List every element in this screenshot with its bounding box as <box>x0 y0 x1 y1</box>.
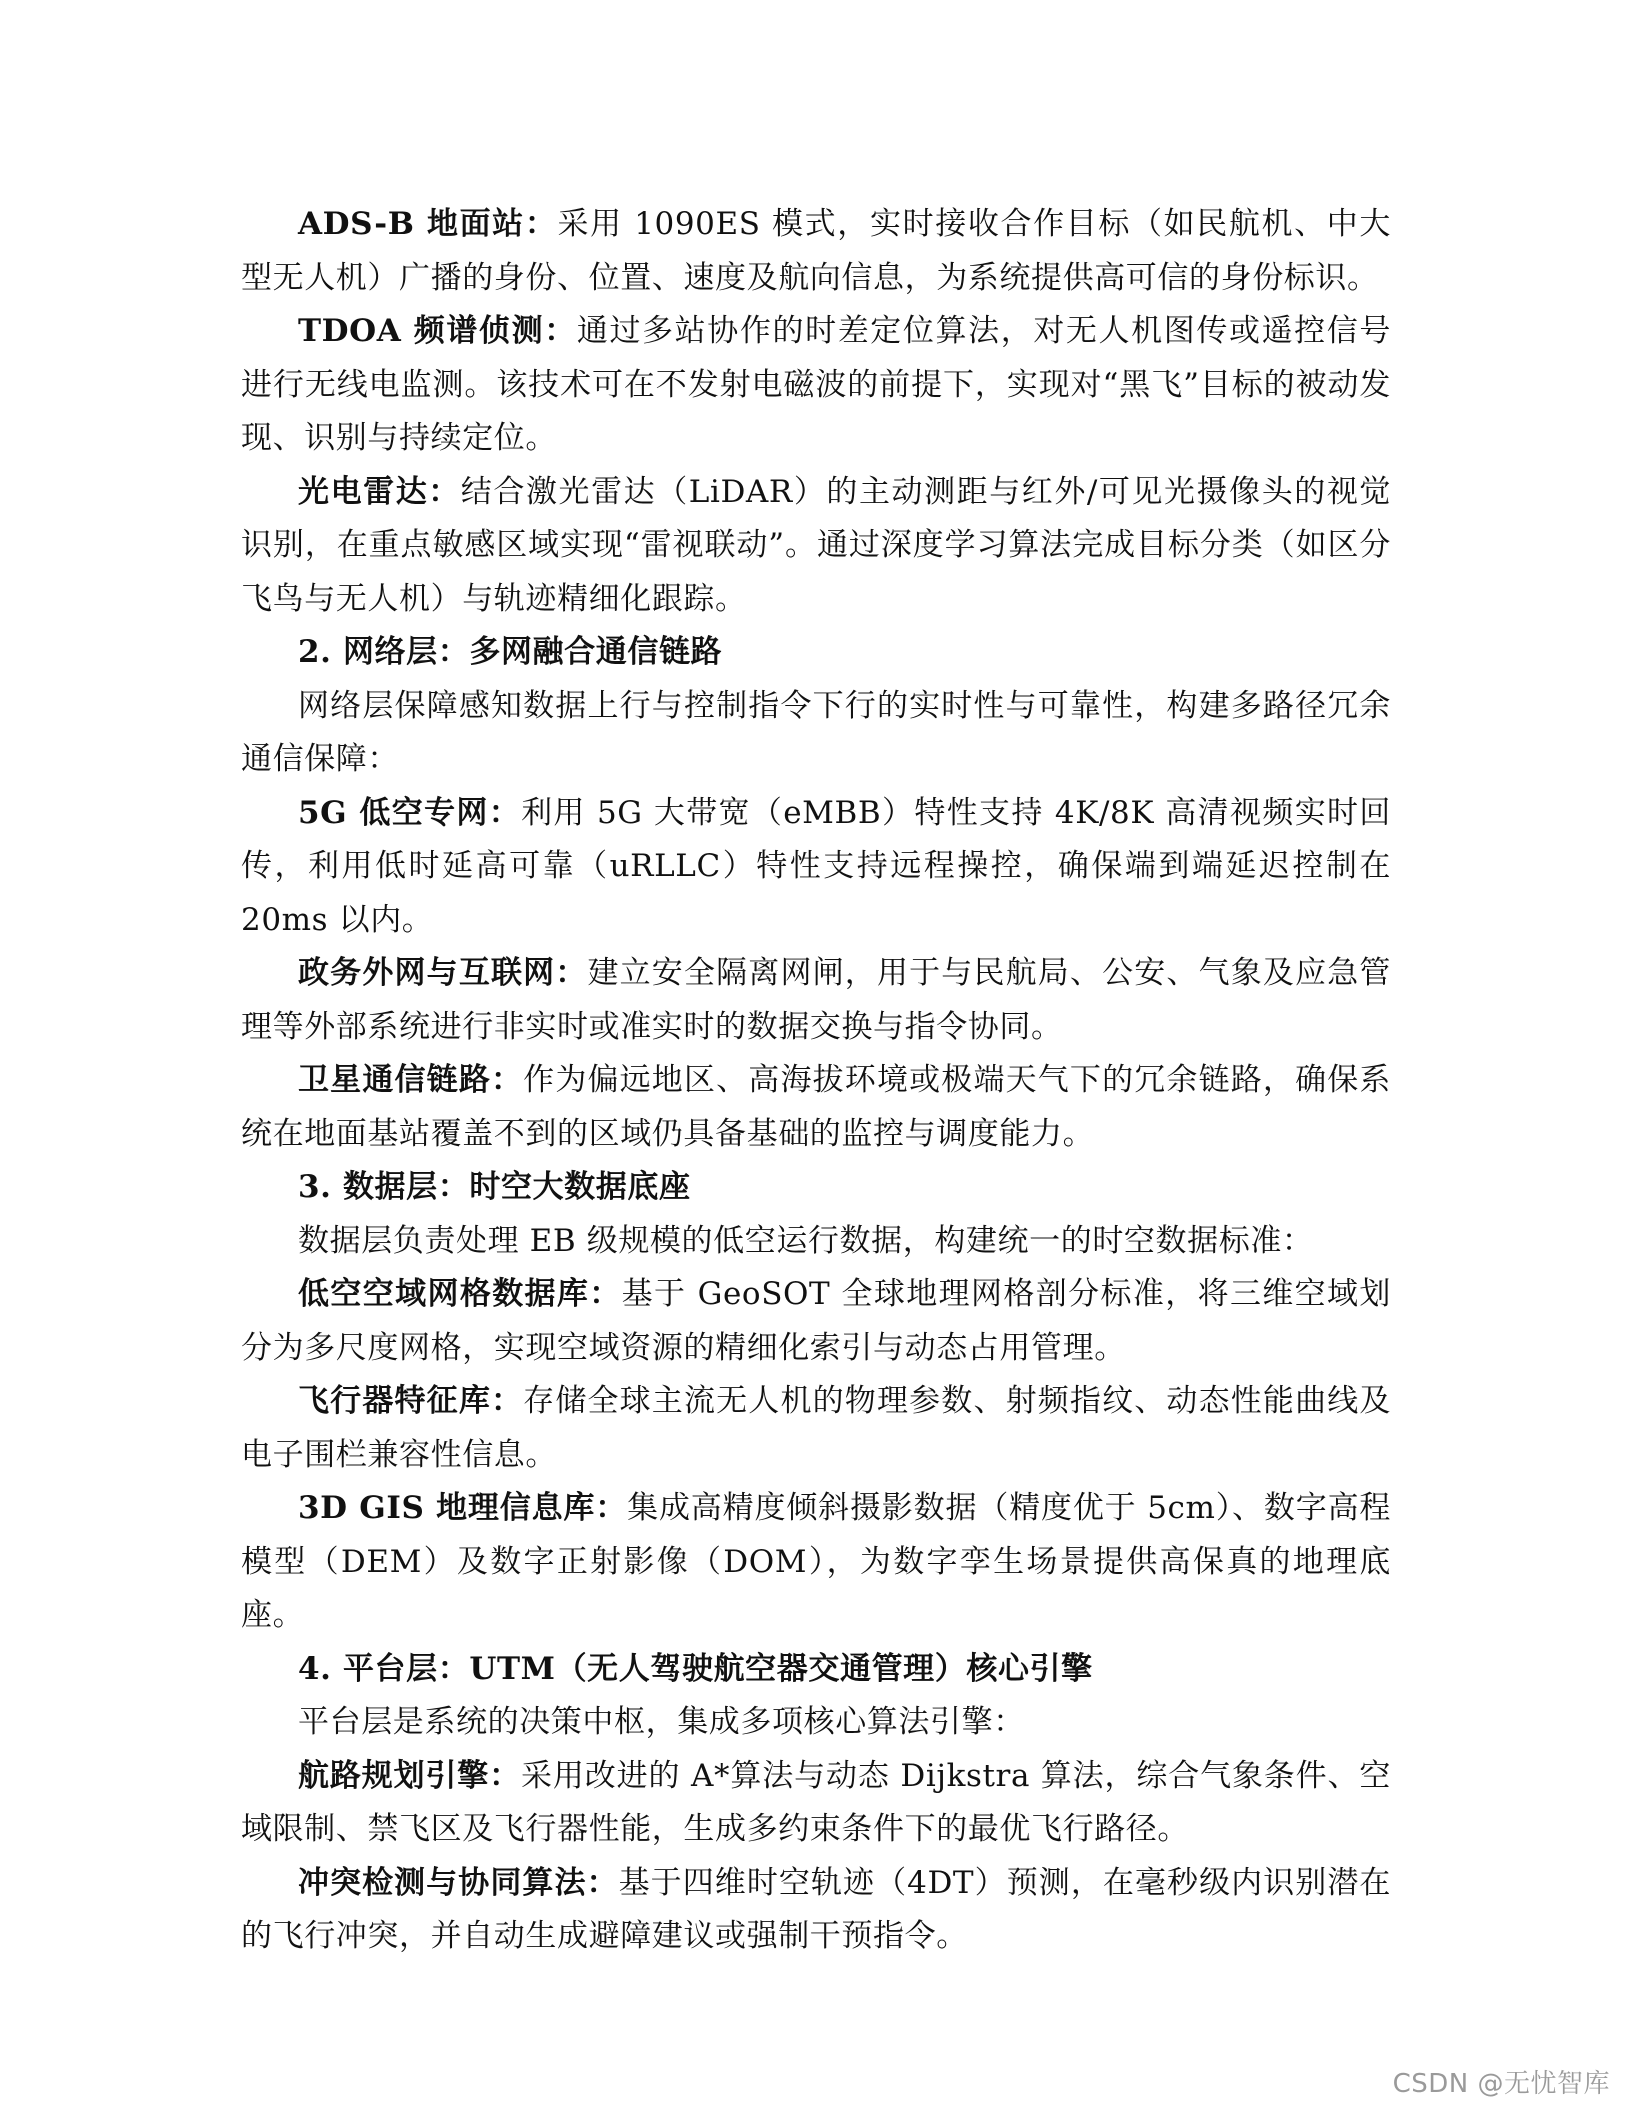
paragraph-text: 基于四维时空轨迹（4DT）预测，在毫秒级内识别潜在的飞行冲突，并自动生成避障建议或强制干预指令。 <box>241 1864 1391 1954</box>
paragraph-5g-network <box>241 787 1391 948</box>
term-label: 政务外网与互联网： <box>298 955 588 991</box>
paragraph-route-planning <box>241 1750 1391 1857</box>
paragraph-3d-gis-db <box>241 1482 1391 1643</box>
csdn-watermark: CSDN @无忧智库 <box>1392 2069 1610 2099</box>
paragraph-text: 数据层负责处理 EB 级规模的低空运行数据，构建统一的时空数据标准： <box>298 1222 1314 1259</box>
paragraph-text: 基于 GeoSOT 全球地理网格剖分标准，将三维空域划分为多尺度网格，实现空域资源的精细化索引与动态占用管理。 <box>241 1276 1392 1366</box>
term-label: 飞行器特征库： <box>298 1383 524 1419</box>
term-label: 卫星通信链路： <box>298 1062 524 1098</box>
term-label: 3D GIS 地理信息库： <box>298 1490 628 1526</box>
paragraph-government-network <box>241 947 1391 1054</box>
document-body <box>241 198 1391 1964</box>
paragraph-airspace-grid-db <box>241 1268 1391 1375</box>
paragraph-text: 作为偏远地区、高海拔环境或极端天气下的冗余链路，确保系统在地面基站覆盖不到的区域仍具备基础的监控与调度能力。 <box>241 1062 1392 1152</box>
paragraph-text: 存储全球主流无人机的物理参数、射频指纹、动态性能曲线及电子围栏兼容性信息。 <box>241 1383 1392 1473</box>
section-heading-data-layer: 3. 数据层：时空大数据底座 <box>298 1169 691 1205</box>
term-label: 低空空域网格数据库： <box>298 1276 622 1312</box>
term-label: 冲突检测与协同算法： <box>298 1864 619 1901</box>
paragraph-text: 建立安全隔离网闸，用于与民航局、公安、气象及应急管理等外部系统进行非实时或准实时的数据交换与指令协同。 <box>241 955 1392 1045</box>
term-label: ADS-B 地面站： <box>298 206 558 242</box>
paragraph-network-intro <box>241 680 1391 787</box>
term-label: 航路规划引擎： <box>298 1757 522 1794</box>
paragraph-aircraft-feature-db <box>241 1375 1391 1482</box>
paragraph-satellite-link <box>241 1054 1391 1161</box>
paragraph-text: 采用改进的 A*算法与动态 Dijkstra 算法，综合气象条件、空域限制、禁飞区及飞行器性能，生成多约束条件下的最优飞行路径。 <box>241 1757 1391 1847</box>
paragraph-text: 结合激光雷达（LiDAR）的主动测距与红外/可见光摄像头的视觉识别，在重点敏感区域实现“雷视联动”。通过深度学习算法完成目标分类（如区分飞鸟与无人机）与轨迹精细化跟踪。 <box>241 473 1392 617</box>
paragraph-conflict-detection <box>241 1857 1391 1964</box>
paragraph-text: 网络层保障感知数据上行与控制指令下行的实时性与可靠性，构建多路径冗余通信保障： <box>241 687 1391 777</box>
paragraph-text: 平台层是系统的决策中枢，集成多项核心算法引擎： <box>298 1704 1025 1740</box>
section-heading-platform-layer: 4. 平台层：UTM（无人驾驶航空器交通管理）核心引擎 <box>298 1650 1093 1687</box>
paragraph-electro-optical-radar <box>241 466 1391 627</box>
paragraph-data-intro <box>241 1215 1391 1269</box>
section-heading-network-layer: 2. 网络层：多网融合通信链路 <box>298 634 723 670</box>
term-label: 5G 低空专网： <box>298 794 522 831</box>
paragraph-text: 集成高精度倾斜摄影数据（精度优于 5cm）、数字高程模型（DEM）及数字正射影像（DOM），为数字孪生场景提供高保真的地理底座。 <box>241 1490 1392 1633</box>
paragraph-platform-intro <box>241 1696 1391 1750</box>
paragraph-text: 利用 5G 大带宽（eMBB）特性支持 4K/8K 高清视频实时回传，利用低时延高可靠（uRLLC）特性支持远程操控，确保端到端延迟控制在 20ms 以内。 <box>241 794 1391 938</box>
paragraph-tdoa <box>241 305 1391 466</box>
paragraph-text: 通过多站协作的时差定位算法，对无人机图传或遥控信号进行无线电监测。该技术可在不发射电磁波的前提下，实现对“黑飞”目标的被动发现、识别与持续定位。 <box>241 313 1391 456</box>
term-label: TDOA 频谱侦测： <box>298 313 577 349</box>
paragraph-ads-b <box>241 198 1391 305</box>
paragraph-text: 采用 1090ES 模式，实时接收合作目标（如民航机、中大型无人机）广播的身份、位置、速度及航向信息，为系统提供高可信的身份标识。 <box>241 206 1391 296</box>
term-label: 光电雷达： <box>298 473 461 510</box>
